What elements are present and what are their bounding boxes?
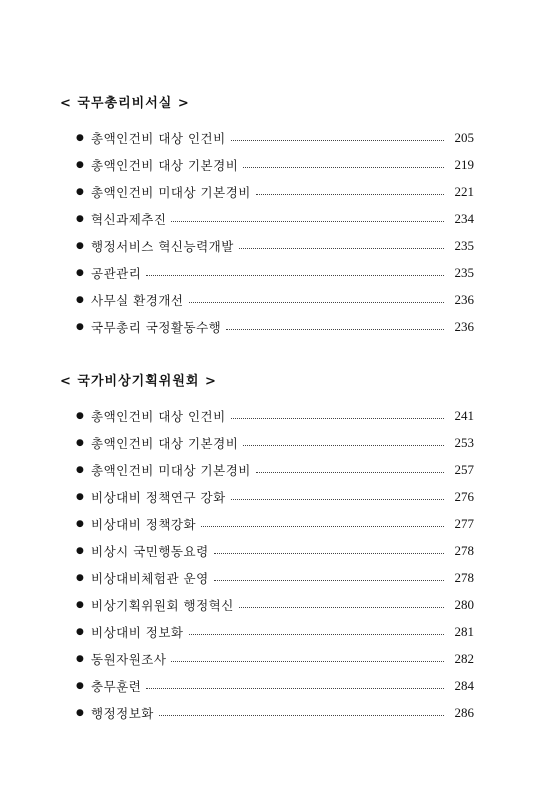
- toc-item-label: 동원자원조사: [91, 652, 167, 667]
- toc-item[interactable]: [76, 210, 474, 228]
- bullet-icon: ●: [76, 519, 84, 529]
- bullet-icon: ●: [76, 214, 84, 224]
- section-title: < 국가비상기획위원회 >: [60, 374, 217, 389]
- toc-item-label: 총액인건비 대상 기본경비: [91, 158, 239, 173]
- toc-item-page: 241: [454, 408, 474, 423]
- toc-item[interactable]: [76, 704, 474, 722]
- toc-item-page: 282: [454, 651, 474, 666]
- dot-leader: [189, 301, 445, 303]
- toc-item-page: 284: [454, 678, 474, 693]
- toc-item-page: 278: [454, 570, 474, 585]
- toc-item-label: 비상대비 정보화: [91, 625, 184, 640]
- dot-leader: [214, 579, 444, 581]
- toc-item-page: 286: [454, 705, 474, 720]
- toc-item-label: 사무실 환경개선: [91, 293, 184, 308]
- bullet-icon: ●: [76, 295, 84, 305]
- dot-leader: [171, 660, 444, 662]
- dot-leader: [256, 193, 444, 195]
- toc-item-label: 비상시 국민행동요령: [91, 544, 209, 559]
- toc-item-page: 280: [454, 597, 474, 612]
- toc-item-label: 행정정보화: [91, 706, 154, 721]
- toc-item-label: 비상대비 정책연구 강화: [91, 490, 226, 505]
- toc-item-label: 혁신과제추진: [91, 212, 167, 227]
- dot-leader: [256, 471, 444, 473]
- toc-item[interactable]: [76, 623, 474, 641]
- toc-item[interactable]: [76, 461, 474, 479]
- dot-leader: [159, 714, 444, 716]
- dot-leader: [146, 274, 444, 276]
- toc-item-page: 235: [454, 238, 474, 253]
- bullet-icon: ●: [76, 438, 84, 448]
- dot-leader: [231, 139, 444, 141]
- toc-item[interactable]: [76, 515, 474, 533]
- toc-item-page: 235: [454, 265, 474, 280]
- bullet-icon: ●: [76, 322, 84, 332]
- toc-item[interactable]: [76, 264, 474, 282]
- toc-item-page: 219: [454, 157, 474, 172]
- toc-item-label: 총액인건비 대상 인건비: [91, 131, 226, 146]
- bullet-icon: ●: [76, 627, 84, 637]
- toc-item[interactable]: [76, 407, 474, 425]
- toc-item-page: 277: [454, 516, 474, 531]
- toc-item-label: 비상기획위원회 행정혁신: [91, 598, 234, 613]
- toc-item[interactable]: [76, 596, 474, 614]
- toc-item-page: 234: [454, 211, 474, 226]
- toc-item-label: 국무총리 국정활동수행: [91, 320, 222, 335]
- dot-leader: [201, 525, 444, 527]
- toc-item-label: 총액인건비 미대상 기본경비: [91, 185, 251, 200]
- bullet-icon: ●: [76, 546, 84, 556]
- bullet-icon: ●: [76, 681, 84, 691]
- toc-item-page: 205: [454, 130, 474, 145]
- toc-item-page: 281: [454, 624, 474, 639]
- dot-leader: [231, 498, 444, 500]
- dot-leader: [243, 166, 444, 168]
- toc-item[interactable]: [76, 434, 474, 452]
- toc-item-label: 비상대비체험관 운영: [91, 571, 209, 586]
- toc-item[interactable]: [76, 129, 474, 147]
- toc-item-page: 236: [454, 292, 474, 307]
- toc-item[interactable]: [76, 650, 474, 668]
- toc-item[interactable]: [76, 488, 474, 506]
- dot-leader: [239, 606, 444, 608]
- toc-item-page: 236: [454, 319, 474, 334]
- bullet-icon: ●: [76, 654, 84, 664]
- toc-item-page: 253: [454, 435, 474, 450]
- toc-item-page: 276: [454, 489, 474, 504]
- toc-item-label: 충무훈련: [91, 679, 142, 694]
- toc-item-label: 공관관리: [91, 266, 142, 281]
- bullet-icon: ●: [76, 268, 84, 278]
- dot-leader: [146, 687, 444, 689]
- toc-item-page: 221: [454, 184, 474, 199]
- toc-item-label: 비상대비 정책강화: [91, 517, 197, 532]
- dot-leader: [189, 633, 445, 635]
- bullet-icon: ●: [76, 133, 84, 143]
- dot-leader: [231, 417, 444, 419]
- dot-leader: [214, 552, 444, 554]
- bullet-icon: ●: [76, 600, 84, 610]
- bullet-icon: ●: [76, 160, 84, 170]
- bullet-icon: ●: [76, 708, 84, 718]
- toc-item-page: 278: [454, 543, 474, 558]
- bullet-icon: ●: [76, 187, 84, 197]
- toc-item[interactable]: [76, 291, 474, 309]
- bullet-icon: ●: [76, 411, 84, 421]
- toc-item[interactable]: [76, 677, 474, 695]
- toc-item[interactable]: [76, 156, 474, 174]
- dot-leader: [171, 220, 444, 222]
- toc-item[interactable]: [76, 542, 474, 560]
- bullet-icon: ●: [76, 492, 84, 502]
- toc-item-label: 행정서비스 혁신능력개발: [91, 239, 234, 254]
- section-title: < 국무총리비서실 >: [60, 96, 190, 111]
- toc-item[interactable]: [76, 237, 474, 255]
- toc-item-label: 총액인건비 미대상 기본경비: [91, 463, 251, 478]
- toc-item-label: 총액인건비 대상 인건비: [91, 409, 226, 424]
- bullet-icon: ●: [76, 573, 84, 583]
- toc-item[interactable]: [76, 318, 474, 336]
- bullet-icon: ●: [76, 241, 84, 251]
- dot-leader: [239, 247, 444, 249]
- bullet-icon: ●: [76, 465, 84, 475]
- dot-leader: [226, 328, 444, 330]
- dot-leader: [243, 444, 444, 446]
- toc-item[interactable]: [76, 569, 474, 587]
- toc-item[interactable]: [76, 183, 474, 201]
- toc-item-page: 257: [454, 462, 474, 477]
- toc-item-label: 총액인건비 대상 기본경비: [91, 436, 239, 451]
